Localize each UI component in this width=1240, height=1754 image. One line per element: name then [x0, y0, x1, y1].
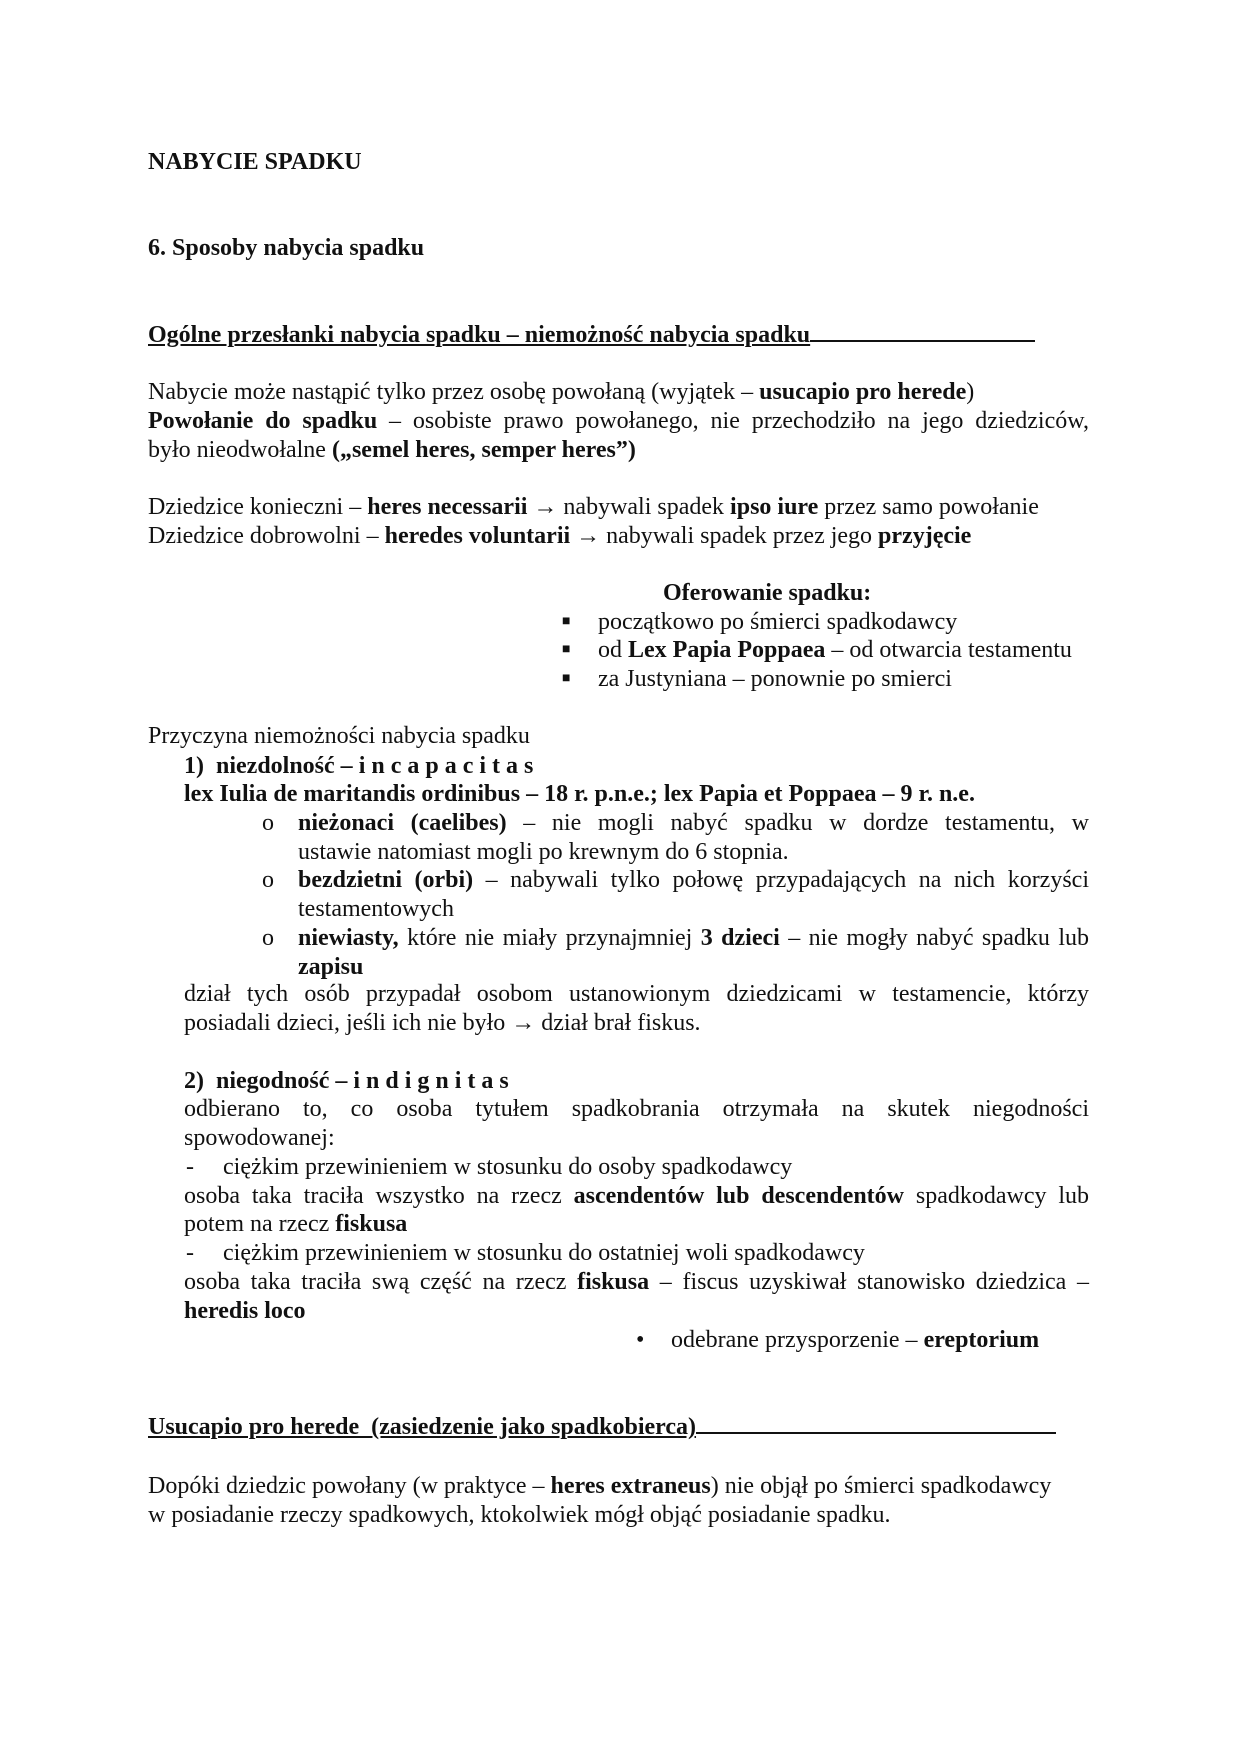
bullet-icon: o	[262, 867, 274, 893]
numbered-heading: 2) niegodność – indignitas	[184, 1068, 515, 1094]
list-item: nieżonaci (caelibes) – nie mogli nabyć spadku w dordze testamentu, w	[298, 810, 1089, 836]
offer-heading: Oferowanie spadku:	[663, 580, 872, 606]
dash-icon: -	[186, 1240, 194, 1266]
paragraph-line: Dziedzice dobrowolni – heredes voluntarii → nabywali spadek przez jego przyjęcie	[148, 523, 972, 549]
paragraph-line: spowodowanej:	[184, 1125, 335, 1151]
list-item: początkowo po śmierci spadkodawcy	[598, 609, 958, 635]
bullet-icon: o	[262, 810, 274, 836]
paragraph-line: Powołanie do spadku – osobiste prawo powołanego, nie przechodziło na jego dziedziców,	[148, 408, 1089, 434]
bullet-icon: o	[262, 925, 274, 951]
bullet-icon: ■	[562, 614, 571, 629]
list-item-cont: ustawie natomiast mogli po krewnym do 6 stopnia.	[298, 839, 789, 865]
paragraph-line: było nieodwołalne („semel heres, semper heres”)	[148, 437, 636, 463]
paragraph-line: heredis loco	[184, 1298, 306, 1324]
paragraph-line: osoba taka traciła wszystko na rzecz ascendentów lub descendentów spadkodawcy lub	[184, 1183, 1089, 1209]
paragraph-line: Dziedzice konieczni – heres necessarii → nabywali spadek ipso iure przez samo powołanie	[148, 494, 1039, 520]
paragraph-line: dział tych osób przypadał osobom ustanowionym dziedzicami w testamencie, którzy	[184, 981, 1089, 1007]
bullet-icon: ■	[562, 642, 571, 657]
list-item-cont: zapisu	[298, 954, 364, 980]
paragraph-line: lex Iulia de maritandis ordinibus – 18 r. p.n.e.; lex Papia et Poppaea – 9 r. n.e.	[184, 781, 975, 807]
bullet-icon: ■	[562, 671, 571, 686]
paragraph-line: w posiadanie rzeczy spadkowych, ktokolwiek mógł objąć posiadanie spadku.	[148, 1502, 891, 1528]
subheading-usucapio: Usucapio pro herede (zasiedzenie jako spadkobierca)	[148, 1413, 1056, 1442]
list-item: od Lex Papia Poppaea – od otwarcia testamentu	[598, 637, 1072, 663]
list-item: ciężkim przewinieniem w stosunku do ostatniej woli spadkodawcy	[223, 1240, 865, 1266]
list-item: odebrane przysporzenie – ereptorium	[671, 1327, 1040, 1353]
paragraph-line: Dopóki dziedzic powołany (w praktyce – heres extraneus) nie objął po śmierci spadkodawcy	[148, 1473, 1052, 1499]
list-item: za Justyniana – ponownie po smierci	[598, 666, 952, 692]
list-item: bezdzietni (orbi) – nabywali tylko połowę przypadających na nich korzyści	[298, 867, 1089, 893]
paragraph-line: odbierano to, co osoba tytułem spadkobrania otrzymała na skutek niegodności	[184, 1096, 1089, 1122]
dash-icon: -	[186, 1154, 194, 1180]
list-item: ciężkim przewinieniem w stosunku do osoby spadkodawcy	[223, 1154, 793, 1180]
numbered-heading: 1) niezdolność – incapacitas	[184, 753, 540, 779]
paragraph-line: Przyczyna niemożności nabycia spadku	[148, 723, 530, 749]
section-heading: 6. Sposoby nabycia spadku	[148, 235, 425, 261]
paragraph-line: osoba taka traciła swą część na rzecz fiskusa – fiscus uzyskiwał stanowisko dziedzica –	[184, 1269, 1089, 1295]
paragraph-line: posiadali dzieci, jeśli ich nie było → dział brał fiskus.	[184, 1010, 701, 1036]
subheading-general: Ogólne przesłanki nabycia spadku – niemożność nabycia spadku	[148, 321, 1035, 350]
document-title: NABYCIE SPADKU	[148, 149, 362, 175]
list-item: niewiasty, które nie miały przynajmniej 3 dzieci – nie mogły nabyć spadku lub	[298, 925, 1089, 951]
list-item-cont: testamentowych	[298, 896, 454, 922]
paragraph-line: Nabycie może nastąpić tylko przez osobę powołaną (wyjątek – usucapio pro herede)	[148, 379, 975, 405]
paragraph-line: potem na rzecz fiskusa	[184, 1211, 408, 1237]
bullet-icon: •	[636, 1327, 645, 1353]
